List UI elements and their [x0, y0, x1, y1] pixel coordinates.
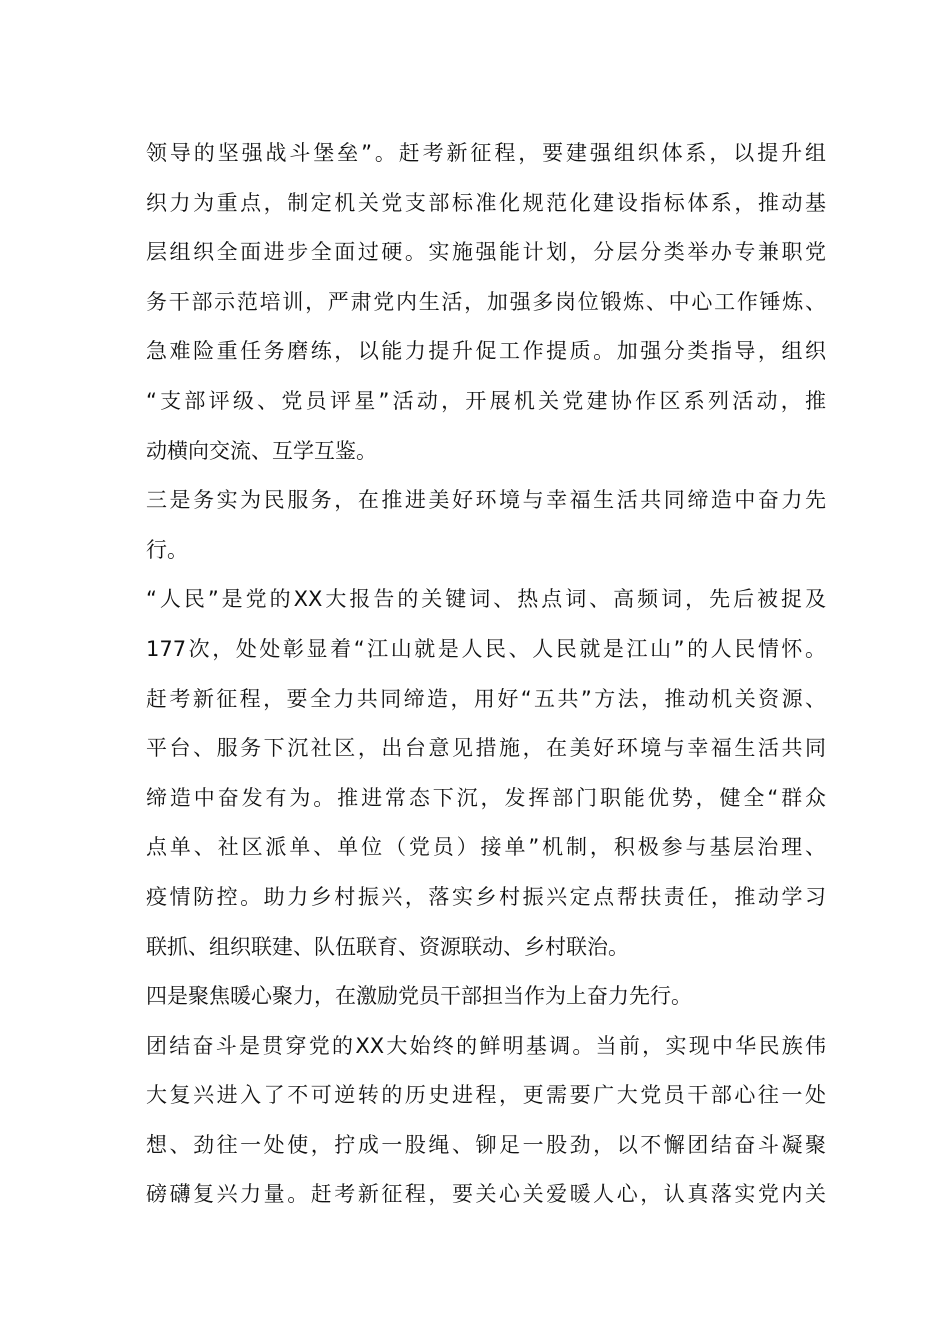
text-line: 层组织全面进步全面过硬。实施强能计划，分层分类举办专兼职党	[146, 240, 826, 265]
text-line: 务干部示范培训，严肃党内生活，加强多岗位锻炼、中心工作锤炼、	[146, 289, 826, 314]
text-line: 缔造中奋发有为。推进常态下沉，发挥部门职能优势，健全“群众	[146, 785, 826, 810]
text-line: 平台、服务下沉社区，出台意见措施，在美好环境与幸福生活共同	[146, 736, 826, 761]
section-heading-line: 行。	[146, 537, 188, 562]
text-line: 疫情防控。助力乡村振兴，落实乡村振兴定点帮扶责任，推动学习	[146, 884, 826, 909]
text-line: 177次，处处彰显着“江山就是人民、人民就是江山”的人民情怀。	[146, 636, 826, 661]
text-line: 赶考新征程，要全力共同缔造，用好“五共”方法，推动机关资源、	[146, 686, 826, 711]
text-line: 点单、社区派单、单位（党员）接单”机制，积极参与基层治理、	[146, 835, 826, 860]
text-line: 磅礴复兴力量。赶考新征程，要关心关爱暖人心，认真落实党内关	[146, 1182, 826, 1207]
text-line: 领导的坚强战斗堡垒”。赶考新征程，要建强组织体系，以提升组	[146, 141, 826, 165]
text-line: 动横向交流、互学互鉴。	[146, 438, 377, 463]
text-line: 团结奋斗是贯穿党的XX大始终的鲜明基调。当前，实现中华民族伟	[146, 1033, 826, 1058]
text-line: 急难险重任务磨练，以能力提升促工作提质。加强分类指导，组织	[146, 339, 826, 364]
text-line: “人民”是党的XX大报告的关键词、热点词、高频词，先后被捉及	[146, 587, 826, 612]
section-heading-line: 四是聚焦暖心聚力，在激励党员干部担当作为上奋力先行。	[146, 984, 692, 1009]
text-line: “支部评级、党员评星”活动，开展机关党建协作区系列活动，推	[146, 388, 826, 413]
text-line: 织力为重点，制定机关党支部标准化规范化建设指标体系，推动基	[146, 190, 826, 215]
text-line: 想、劲往一处使，拧成一股绳、铆足一股劲，以不懈团结奋斗凝聚	[146, 1132, 826, 1157]
text-line: 大复兴进入了不可逆转的历史进程，更需要广大党员干部心往一处	[146, 1083, 826, 1108]
section-heading-line: 三是务实为民服务，在推进美好环境与幸福生活共同缔造中奋力先	[146, 488, 826, 513]
text-line: 联抓、组织联建、队伍联育、资源联动、乡村联治。	[146, 934, 629, 959]
document-body	[146, 129, 826, 1220]
